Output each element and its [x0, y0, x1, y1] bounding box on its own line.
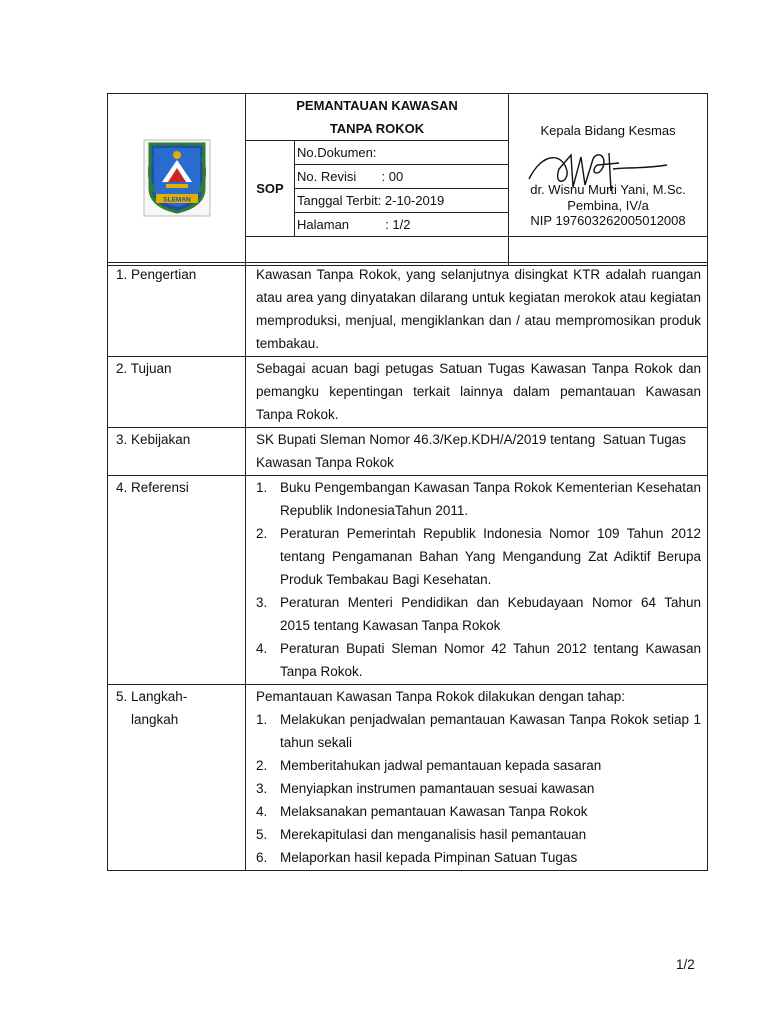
list-text: Peraturan Menteri Pendidikan dan Kebudayaan Nomor 64 Tahun 2015 tentang Kawasan Tanpa Rokok [280, 595, 701, 633]
section-label: 3. Kebijakan [108, 428, 246, 476]
sleman-emblem-icon [142, 138, 212, 218]
list-text: Peraturan Pemerintah Republik Indonesia Nomor 109 Tahun 2012 tentang Pengamanan Bahan Yang Mengandung Zat Adiktif Berupa Produk Tembakau Bagi Kesehatan. [280, 526, 701, 587]
section-referensi [108, 476, 708, 685]
section-text [246, 476, 708, 685]
list-number: 3. [256, 595, 268, 610]
list-text: Memberitahukan jadwal pemantauan kepada sasaran [280, 758, 602, 773]
langkah-list [256, 708, 701, 869]
document-title [246, 94, 509, 141]
list-number: 2. [256, 526, 268, 541]
referensi-list [256, 476, 701, 683]
section-text [246, 357, 708, 428]
info-halaman: Halaman : 1/2 [295, 213, 509, 237]
tujuan-text: Sebagai acuan bagi petugas Satuan Tugas Kawasan Tanpa Rokok dan pemangku kepentingan terkait lainnya dalam pemantauan Kawasan Tanpa Rokok. [256, 361, 701, 422]
list-text: Melaksanakan pemantauan Kawasan Tanpa Rokok [280, 804, 588, 819]
list-item [256, 522, 701, 591]
info-no-revisi: No. Revisi : 00 [295, 165, 509, 189]
kebijakan-text: SK Bupati Sleman Nomor 46.3/Kep.KDH/A/2019 tentang Satuan Tugas Kawasan Tanpa Rokok [256, 432, 690, 470]
list-number: 5. [256, 827, 268, 842]
logo-text: SLEMAN [162, 196, 191, 204]
list-item [256, 846, 701, 869]
signature-block [509, 94, 708, 237]
label-line-2: langkah [131, 712, 179, 727]
list-text: Menyiapkan instrumen pamantauan sesuai kawasan [280, 781, 595, 796]
list-number: 4. [256, 641, 268, 656]
list-item [256, 754, 701, 777]
page-number: 1/2 [676, 957, 695, 972]
list-item [256, 800, 701, 823]
list-number: 3. [256, 781, 268, 796]
list-item [256, 708, 701, 754]
info-no-dokumen: No.Dokumen: [295, 141, 509, 165]
list-number: 4. [256, 804, 268, 819]
list-text: Melaporkan hasil kepada Pimpinan Satuan Tugas [280, 850, 578, 865]
section-text [246, 685, 708, 871]
sop-content-table [107, 262, 708, 871]
list-number: 6. [256, 850, 268, 865]
langkah-intro: Pemantauan Kawasan Tanpa Rokok dilakukan dengan tahap: [256, 689, 626, 704]
list-number: 2. [256, 758, 268, 773]
list-item [256, 777, 701, 800]
list-item [256, 637, 701, 683]
section-label: 4. Referensi [108, 476, 246, 685]
signer-name: dr. Wisnu Murti Yani, M.Sc. [530, 182, 686, 197]
info-tanggal-terbit: Tanggal Terbit: 2-10-2019 [295, 189, 509, 213]
section-label: 1. Pengertian [108, 263, 246, 357]
pengertian-text: Kawasan Tanpa Rokok, yang selanjutnya disingkat KTR adalah ruangan atau area yang dinyatakan dilarang untuk kegiatan merokok atau kegiatan memproduksi, menjual, mengiklankan dan / atau mempromosikan produk tembakau. [256, 267, 701, 351]
section-tujuan [108, 357, 708, 428]
section-label [108, 685, 246, 871]
signer-rank: Pembina, IV/a [567, 198, 649, 213]
signer-nip: NIP 197603262005012008 [530, 213, 686, 228]
list-item [256, 591, 701, 637]
section-langkah [108, 685, 708, 871]
list-item [256, 476, 701, 522]
list-text: Peraturan Bupati Sleman Nomor 42 Tahun 2012 tentang Kawasan Tanpa Rokok. [280, 641, 701, 679]
section-kebijakan [108, 428, 708, 476]
label-line-1: 5. Langkah- [116, 689, 188, 704]
section-label: 2. Tujuan [108, 357, 246, 428]
list-text: Buku Pengembangan Kawasan Tanpa Rokok Kementerian Kesehatan Republik IndonesiaTahun 2011. [280, 480, 701, 518]
section-text [246, 428, 708, 476]
title-line-2: TANPA ROKOK [329, 121, 425, 136]
sop-header-table [107, 93, 708, 266]
section-text [246, 263, 708, 357]
list-number: 1. [256, 712, 268, 727]
list-item [256, 823, 701, 846]
list-text: Melakukan penjadwalan pemantauan Kawasan Tanpa Rokok setiap 1 tahun sekali [280, 712, 701, 750]
logo-cell [108, 94, 246, 266]
sop-label: SOP [246, 141, 295, 237]
title-line-1: PEMANTAUAN KAWASAN [296, 98, 458, 113]
list-number: 1. [256, 480, 268, 495]
signer-role: Kepala Bidang Kesmas [540, 123, 676, 138]
section-pengertian [108, 263, 708, 357]
list-text: Merekapitulasi dan menganalisis hasil pemantauan [280, 827, 587, 842]
